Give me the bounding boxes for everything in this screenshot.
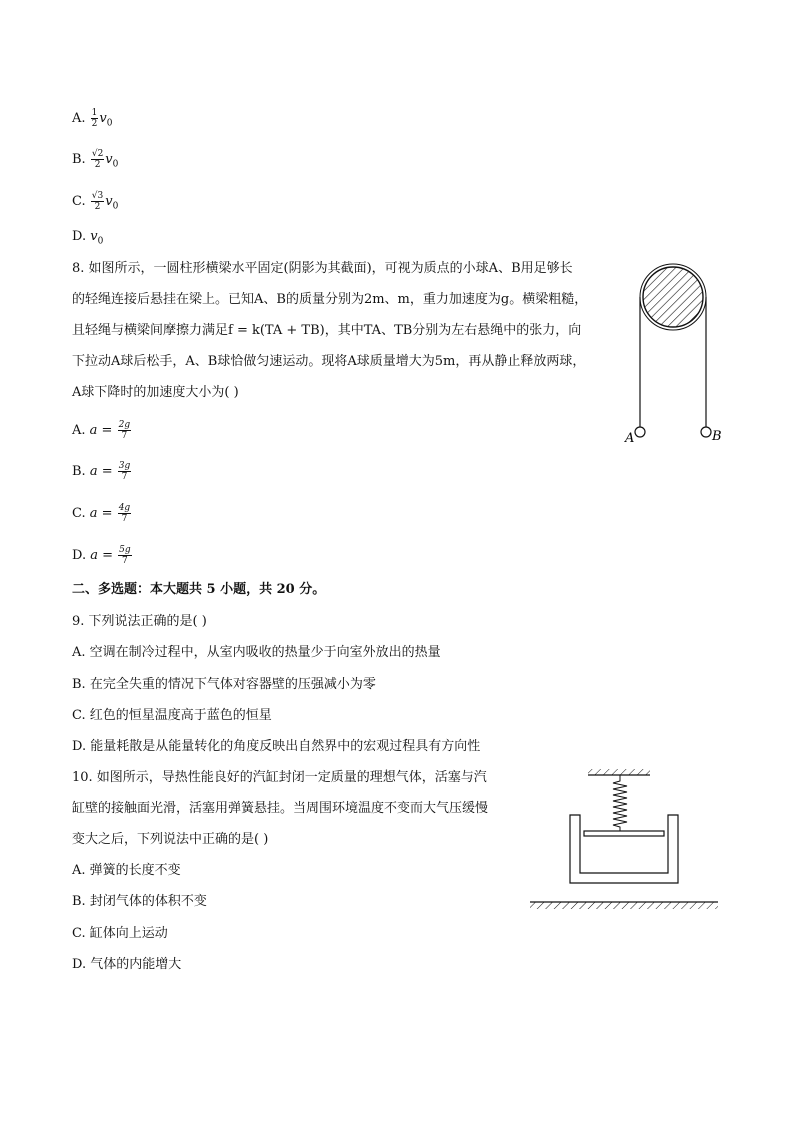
denominator: 7	[121, 514, 128, 524]
option-prefix: a =	[89, 464, 113, 479]
option-label: B.	[72, 464, 86, 479]
numerator: √3	[91, 191, 104, 201]
numerator: 4g	[118, 503, 131, 513]
denominator: 2	[94, 160, 101, 170]
q8-stem-line-1: 8. 如图所示，一圆柱形横梁水平固定(阴影为其截面)，可视为质点的小球A、B用足够长	[72, 261, 573, 276]
option-label: C.	[72, 506, 86, 521]
denominator: 7	[121, 431, 128, 441]
label-b: B	[712, 429, 722, 444]
q10-option-b: B. 封闭气体的体积不变	[72, 894, 207, 909]
fraction	[118, 545, 132, 566]
option-prefix: a =	[90, 548, 114, 563]
option-label: A.	[72, 111, 86, 126]
q8-stem-line-3: 且轻绳与横梁间摩擦力满足f = k(TA + TB)，其中TA、TB分别为左右悬绳中的张力，向	[72, 323, 582, 338]
q7-option-c	[72, 191, 118, 217]
option-label: D.	[72, 548, 87, 563]
q10-option-d: D. 气体的内能增大	[72, 957, 182, 972]
variable: v	[90, 229, 98, 244]
spring	[613, 775, 627, 831]
ball-a	[635, 427, 645, 437]
section-heading: 二、多选题：本大题共 5 小题，共 20 分。	[72, 582, 326, 597]
ball-b	[701, 427, 711, 437]
q8-option-b	[72, 461, 132, 482]
q10-stem-line-3: 变大之后，下列说法中正确的是( )	[72, 832, 269, 847]
piston	[584, 831, 664, 836]
q9-option-c: C. 红色的恒星温度高于蓝色的恒星	[72, 708, 272, 723]
denominator: 2	[94, 202, 101, 212]
q10-option-c: C. 缸体向上运动	[72, 926, 168, 941]
q8-option-d	[72, 545, 133, 566]
q8-option-c	[72, 503, 132, 524]
option-label: B.	[72, 152, 86, 167]
denominator: 2	[91, 119, 98, 129]
fraction	[91, 149, 104, 170]
ceiling-hatch	[588, 769, 650, 775]
q9-option-a: A. 空调在制冷过程中，从室内吸收的热量少于向室外放出的热量	[72, 645, 441, 660]
option-label: A.	[72, 423, 86, 438]
fraction	[118, 420, 132, 441]
fraction	[118, 503, 132, 524]
q9-option-b: B. 在完全失重的情况下气体对容器壁的压强减小为零	[72, 677, 376, 692]
cylinder-body	[570, 815, 678, 883]
q8-stem-line-2: 的轻绳连接后悬挂在梁上。已知A、B的质量分别为2m、m，重力加速度为g。横梁粗糙，	[72, 292, 588, 307]
ground-hatch	[530, 902, 718, 909]
q10-stem-line-1: 10. 如图所示，导热性能良好的汽缸封闭一定质量的理想气体，活塞与汽	[72, 770, 487, 785]
q10-stem-line-2: 缸壁的接触面光滑，活塞用弹簧悬挂。当周围环境温度不变而大气压缓慢	[72, 801, 489, 816]
variable: v	[99, 111, 107, 126]
fraction	[118, 461, 132, 482]
q7-option-a	[72, 108, 113, 134]
option-label: D.	[72, 229, 87, 244]
q8-pulley-figure	[620, 255, 730, 450]
q7-option-d	[72, 227, 103, 252]
denominator: 7	[121, 472, 128, 482]
subscript: 0	[97, 236, 104, 247]
option-prefix: a =	[89, 506, 113, 521]
option-label: C.	[72, 194, 86, 209]
label-a: A	[625, 431, 635, 446]
numerator: 1	[91, 108, 98, 118]
q8-option-a	[72, 420, 132, 441]
numerator: 3g	[118, 461, 131, 471]
numerator: √2	[91, 149, 104, 159]
q9-stem: 9. 下列说法正确的是( )	[72, 614, 207, 629]
variable: v	[105, 194, 113, 209]
q8-stem-line-5: A球下降时的加速度大小为( )	[72, 385, 239, 400]
fraction	[91, 108, 99, 129]
option-prefix: a =	[89, 423, 113, 438]
fraction	[91, 191, 104, 212]
variable: v	[105, 152, 113, 167]
q10-option-a: A. 弹簧的长度不变	[72, 863, 181, 878]
q8-stem-line-4: 下拉动A球后松手，A、B球恰做匀速运动。现将A球质量增大为5m，再从静止释放两球，	[72, 354, 586, 369]
q10-cylinder-figure	[528, 765, 723, 915]
numerator: 2g	[118, 420, 131, 430]
q9-option-d: D. 能量耗散是从能量转化的角度反映出自然界中的宏观过程具有方向性	[72, 739, 481, 754]
subscript: 0	[106, 118, 113, 129]
subscript: 0	[112, 201, 119, 212]
numerator: 5g	[119, 545, 131, 555]
q7-option-b	[72, 149, 118, 175]
denominator: 7	[122, 556, 128, 566]
subscript: 0	[112, 159, 119, 170]
